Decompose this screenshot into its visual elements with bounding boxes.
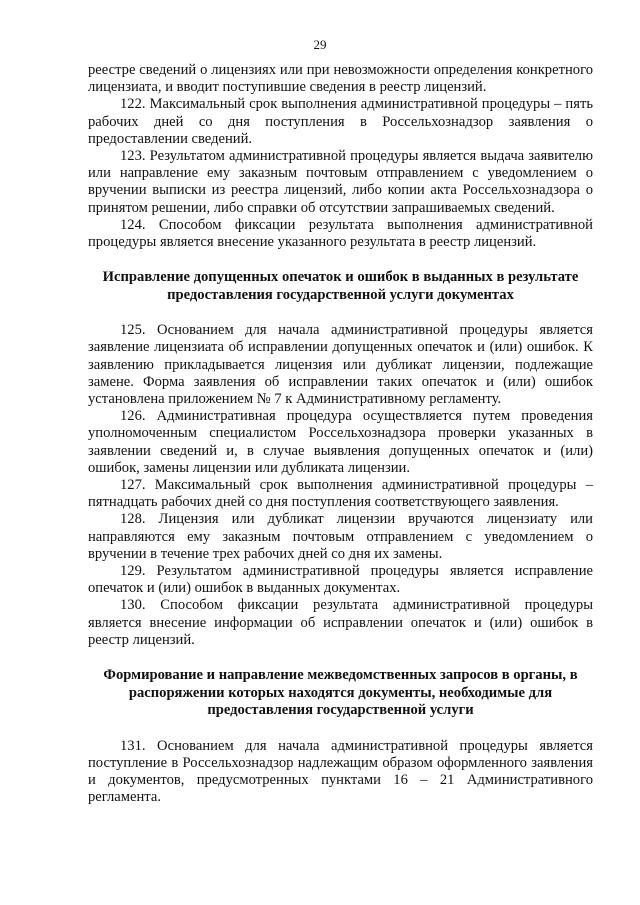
section-corrections [88, 322, 593, 649]
paragraph-124: 124. Способом фиксации результата выполнения административной процедуры является внесение указанного результата в реестр лицензий. [88, 216, 593, 251]
paragraph-128: 128. Лицензия или дубликат лицензии вручаются лицензиату или направляются ему заказным почтовым отправлением с уведомлением о вручении в течение трех рабочих дней со дня их замены. [88, 511, 593, 562]
paragraph-122: 122. Максимальный срок выполнения административной процедуры – пять рабочих дней со дня поступления в Россельхознадзор заявления о предоставлении сведений. [88, 96, 593, 147]
paragraph-129: 129. Результатом административной процедуры является исправление опечаток и (или) ошибок в выданных документах. [88, 563, 593, 597]
paragraph-126: 126. Административная процедура осуществляется путем проведения уполномоченным специалистом Россельхознадзора проверки указанных в заявлении сведений и, в случае выявления допущенных опечаток и (или) ошибок, замены лицензии или дубликата лицензии. [88, 408, 593, 476]
paragraph-127: 127. Максимальный срок выполнения административной процедуры – пятнадцать рабочих дней со дня поступления соответствующего заявления. [88, 477, 593, 511]
section-heading-corrections: Исправление допущенных опечаток и ошибок в выданных в результате предоставления государственной услуги документах [102, 269, 579, 303]
paragraph-131: 131. Основанием для начала административной процедуры является поступление в Россельхознадзор надлежащим образом оформленного заявления и документов, предусмотренных пунктами 16 – 21 Административного регламента. [88, 737, 593, 806]
paragraph-123: 123. Результатом административной процедуры является выдача заявителю или направление ему заказным почтовым отправлением с уведомлением о вручении выписки из реестра лицензий, либо копии акта Россельхознадзора о принятом решении, либо справки об отсутствии запрашиваемых сведений. [88, 148, 593, 216]
paragraph-continuation: реестре сведений о лицензиях или при невозможности определения конкретного лицензиата, и вводит поступившие сведения в реестр лицензий. [88, 62, 593, 96]
section-heading-interagency-requests: Формирование и направление межведомственных запросов в органы, в распоряжении которых находятся документы, необходимые для предоставления государственной услуги [103, 667, 578, 719]
paragraph-130: 130. Способом фиксации результата административной процедуры является внесение информации об исправлении опечаток и (или) ошибок в реестр лицензий. [88, 597, 593, 648]
page-number: 29 [313, 37, 327, 52]
paragraph-125: 125. Основанием для начала административной процедуры является заявление лицензиата об исправлении допущенных опечаток и (или) ошибок. К заявлению прикладывается лицензия или дубликат лицензии, подлежащие замене. Форма заявления об исправлении таких опечаток и (или) ошибок установлена приложением № 7 к Административному регламенту. [88, 322, 593, 408]
section-interagency-requests [88, 738, 593, 807]
page-content [88, 62, 593, 806]
